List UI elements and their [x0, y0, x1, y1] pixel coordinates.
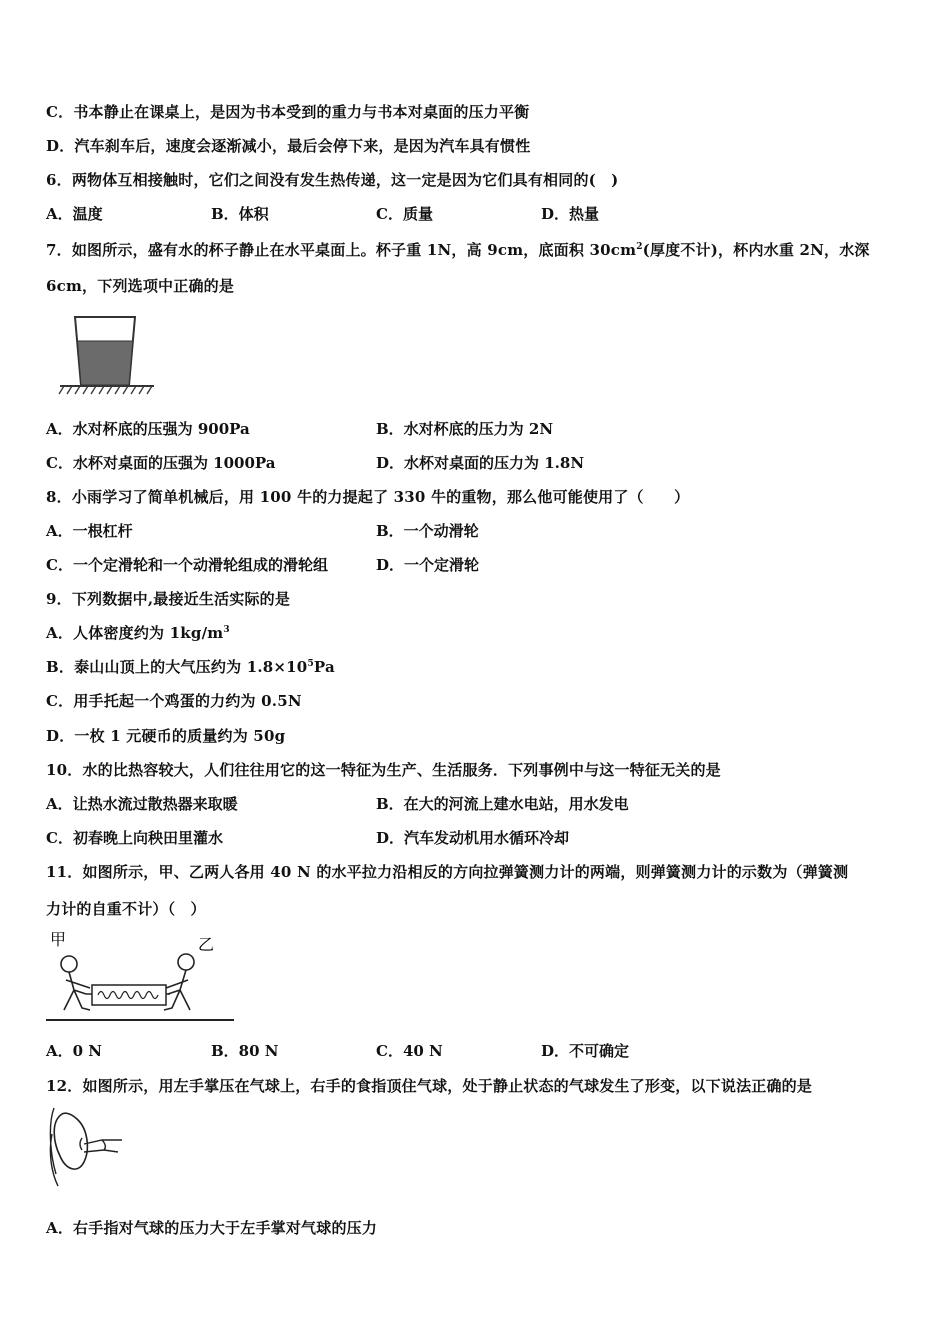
question-7-line2: 6cm，下列选项中正确的是: [46, 277, 235, 295]
q8-option-a: A．一根杠杆: [46, 522, 133, 540]
question-9: 9．下列数据中,最接近生活实际的是: [46, 590, 291, 608]
q7-option-c: C．水杯对桌面的压强为 1000Pa: [46, 454, 276, 472]
q9a-superscript: 3: [223, 625, 230, 635]
q7-option-a: A．水对杯底的压强为 900Pa: [46, 420, 250, 438]
balloon-figure: [44, 1104, 129, 1192]
q8-option-c: C．一个定滑轮和一个动滑轮组成的滑轮组: [46, 556, 328, 574]
q9a-text: A．人体密度约为 1kg/m: [46, 624, 224, 642]
q6-option-b: B．体积: [211, 205, 269, 223]
q9b-text: B．泰山山顶上的大气压约为 1.8×10: [46, 658, 308, 676]
q6-option-a: A．温度: [46, 205, 103, 223]
q9b-superscript: 5: [307, 659, 314, 669]
q10-option-c: C．初春晚上向秧田里灌水: [46, 829, 223, 847]
spring-scale-figure: [44, 928, 239, 1028]
q7-text-a: 7．如图所示，盛有水的杯子静止在水平桌面上。杯子重 1N，高 9cm，底面积 30cm: [46, 241, 637, 259]
option-c-q5: C．书本静止在课桌上，是因为书本受到的重力与书本对桌面的压力平衡: [46, 103, 530, 121]
question-12: 12．如图所示，用左手掌压在气球上，右手的食指顶住气球，处于静止状态的气球发生了形变，以下说法正确的是: [46, 1077, 813, 1095]
q7-text-b: (厚度不计)，杯内水重 2N，水深: [642, 241, 870, 259]
q7-superscript: 2: [636, 242, 643, 252]
q6-option-c: C．质量: [376, 205, 433, 223]
q8-option-b: B．一个动滑轮: [376, 522, 479, 540]
q10-option-b: B．在大的河流上建水电站，用水发电: [376, 795, 629, 813]
question-6: 6．两物体互相接触时，它们之间没有发生热传递，这一定是因为它们具有相同的( ): [46, 171, 619, 189]
q7-option-b: B．水对杯底的压力为 2N: [376, 420, 554, 438]
label-jia: 甲: [50, 930, 67, 949]
q9-option-d: D．一枚 1 元硬币的质量约为 50g: [46, 727, 286, 745]
q6-option-d: D．热量: [541, 205, 600, 223]
question-10: 10．水的比热容较大，人们往往用它的这一特征为生产、生活服务．下列事例中与这一特征无关的是: [46, 761, 721, 779]
q12-option-a: A．右手指对气球的压力大于左手掌对气球的压力: [46, 1219, 378, 1237]
q9-option-b: [46, 657, 335, 677]
question-8: 8．小雨学习了简单机械后，用 100 牛的力提起了 330 牛的重物，那么他可能使用了（ ）: [46, 488, 690, 506]
q7-option-d: D．水杯对桌面的压力为 1.8N: [376, 454, 585, 472]
option-d-q5: D．汽车刹车后，速度会逐渐减小，最后会停下来，是因为汽车具有惯性: [46, 137, 531, 155]
q9-option-a: [46, 623, 230, 643]
q11-option-d: D．不可确定: [541, 1042, 630, 1060]
q11-option-c: C．40 N: [376, 1042, 443, 1060]
q11-option-b: B．80 N: [211, 1042, 279, 1060]
cup-figure: [58, 305, 158, 397]
q9b-unit: Pa: [313, 658, 335, 676]
label-yi: 乙: [198, 935, 215, 954]
q9-option-c: C．用手托起一个鸡蛋的力约为 0.5N: [46, 692, 302, 710]
question-11-line1: 11．如图所示，甲、乙两人各用 40 N 的水平拉力沿相反的方向拉弹簧测力计的两端，则弹簧测力计的示数为（弹簧测: [46, 863, 849, 881]
q11-option-a: A．0 N: [46, 1042, 103, 1060]
question-11-line2: 力计的自重不计）（ ）: [46, 900, 206, 918]
q10-option-d: D．汽车发动机用水循环冷却: [376, 829, 570, 847]
q8-option-d: D．一个定滑轮: [376, 556, 480, 574]
question-7-line1: [46, 240, 870, 260]
q10-option-a: A．让热水流过散热器来取暖: [46, 795, 238, 813]
